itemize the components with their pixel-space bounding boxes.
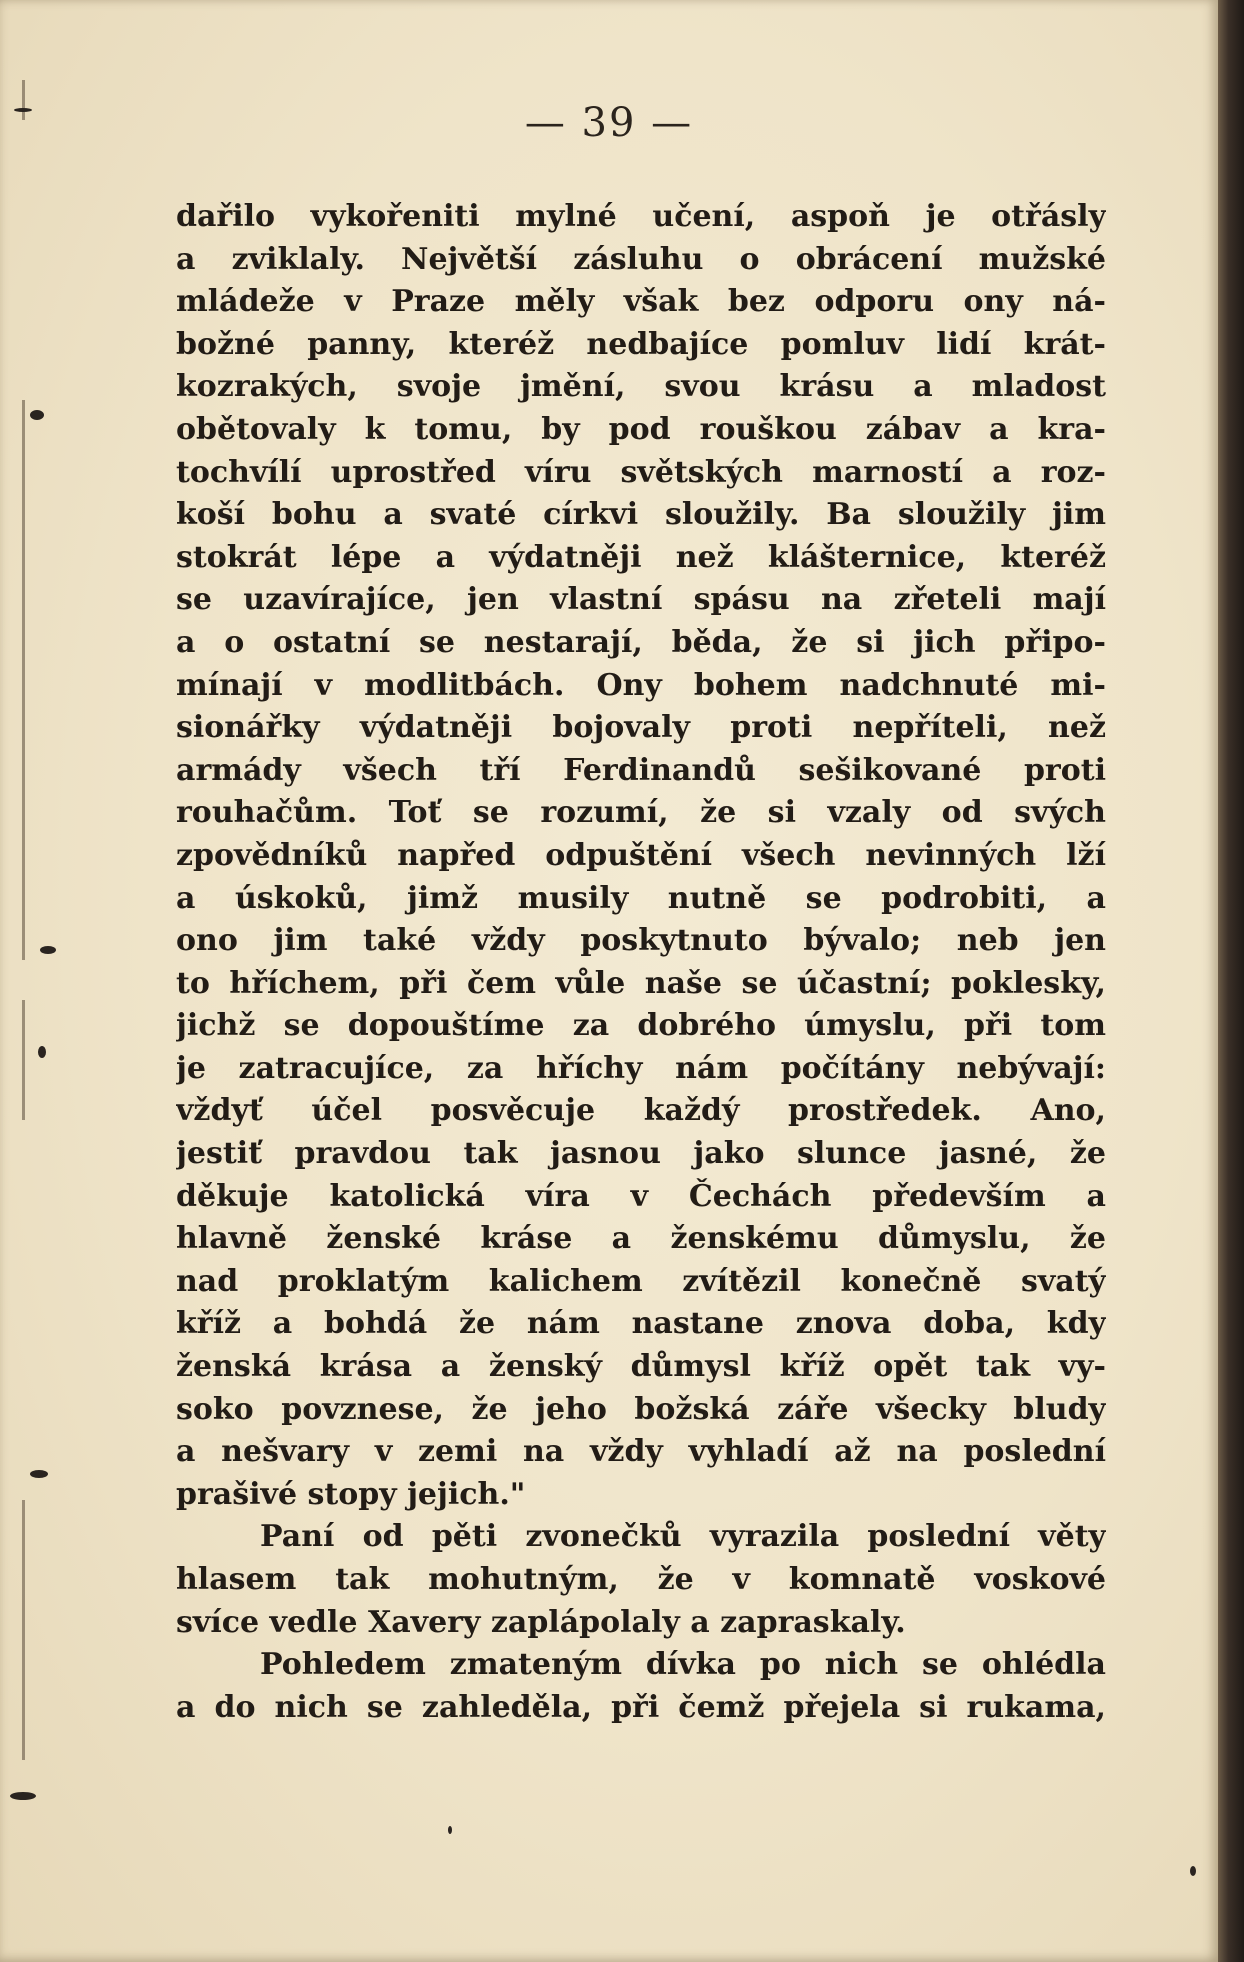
- text-line: kozrakých, svoje jmění, svou krásu a mladost: [176, 369, 1106, 405]
- page-edge-shadow: [1218, 0, 1244, 1962]
- ink-speck: [40, 946, 56, 954]
- text-line: děkuje katolická víra v Čechách především a: [176, 1178, 1106, 1214]
- text-line: dařilo vykořeniti mylné učení, aspoň je otřásly: [176, 199, 1106, 234]
- text-line: jestiť pravdou tak jasnou jako slunce jasné, že: [176, 1136, 1106, 1172]
- text-line: zpovědníků napřed odpuštění všech nevinných lží: [176, 837, 1106, 873]
- text-line: svíce vedle Xavery zaplápolaly a zapraskaly.: [176, 1604, 906, 1640]
- text-line: to hříchem, při čem vůle naše se účastní; poklesky,: [176, 965, 1106, 1001]
- text-line: obětovaly k tomu, by pod rouškou zábav a kra-: [176, 411, 1106, 447]
- binding-mark: [22, 400, 25, 960]
- text-line: prašivé stopy jejich.": [176, 1476, 526, 1512]
- text-line: a zviklaly. Největší zásluhu o obrácení mužské: [176, 241, 1106, 277]
- text-line: Pohledem zmateným dívka po nich se ohlédla: [260, 1647, 1106, 1683]
- text-line: a úskoků, jimž musily nutně se podrobiti, a: [176, 880, 1106, 916]
- ink-speck: [448, 1826, 452, 1834]
- ink-speck: [10, 1792, 36, 1800]
- text-line: a nešvary v zemi na vždy vyhladí až na poslední: [176, 1434, 1106, 1470]
- binding-mark: [22, 1500, 25, 1760]
- text-line: ženská krása a ženský důmysl kříž opět tak vy-: [176, 1349, 1106, 1385]
- text-line: mínají v modlitbách. Ony bohem nadchnuté mi-: [176, 667, 1106, 703]
- ink-speck: [38, 1046, 46, 1058]
- text-line: hlasem tak mohutným, že v komnatě voskové: [176, 1562, 1106, 1597]
- text-line: mládeže v Praze měly však bez odporu ony ná-: [176, 284, 1106, 320]
- text-line: jichž se dopouštíme za dobrého úmyslu, při tom: [176, 1008, 1106, 1044]
- text-line: ono jim také vždy poskytnuto bývalo; neb jen: [176, 923, 1106, 959]
- ink-speck: [1190, 1866, 1196, 1876]
- text-line: kříž a bohdá že nám nastane znova doba, kdy: [176, 1306, 1106, 1342]
- text-line: tochvílí uprostřed víru světských marností a roz-: [176, 454, 1106, 490]
- body-text: [176, 196, 1106, 1729]
- page-number: — 39 —: [524, 100, 694, 146]
- text-line: božné panny, kteréž nedbajíce pomluv lidí krát-: [176, 326, 1106, 362]
- text-line: armády všech tří Ferdinandů sešikované proti: [176, 752, 1106, 788]
- text-line: stokrát lépe a výdatněji než klášternice, kteréž: [176, 539, 1106, 575]
- text-line: soko povznese, že jeho božská záře všecky bludy: [176, 1391, 1106, 1427]
- text-line: hlavně ženské kráse a ženskému důmyslu, že: [176, 1221, 1106, 1257]
- text-line: je zatracujíce, za hříchy nám počítány nebývají:: [176, 1050, 1106, 1086]
- text-line: rouhačům. Toť se rozumí, že si vzaly od svých: [176, 795, 1106, 831]
- ink-speck: [30, 410, 44, 420]
- text-line: nad proklatým kalichem zvítězil konečně svatý: [176, 1263, 1106, 1299]
- text-line: sionářky výdatněji bojovaly proti nepříteli, než: [176, 710, 1106, 746]
- text-line: se uzavírajíce, jen vlastní spásu na zřeteli mají: [176, 582, 1106, 618]
- text-line: koší bohu a svaté církvi sloužily. Ba sloužily jim: [176, 497, 1106, 533]
- binding-edge: [0, 0, 60, 1962]
- text-line: a do nich se zahleděla, při čemž přejela si rukama,: [176, 1689, 1106, 1725]
- text-line: Paní od pěti zvonečků vyrazila poslední věty: [260, 1519, 1106, 1555]
- ink-speck: [30, 1470, 48, 1478]
- text-line: a o ostatní se nestarají, běda, že si jich připo-: [176, 624, 1106, 660]
- binding-mark: [22, 1000, 25, 1120]
- text-line: vždyť účel posvěcuje každý prostředek. Ano,: [176, 1093, 1106, 1129]
